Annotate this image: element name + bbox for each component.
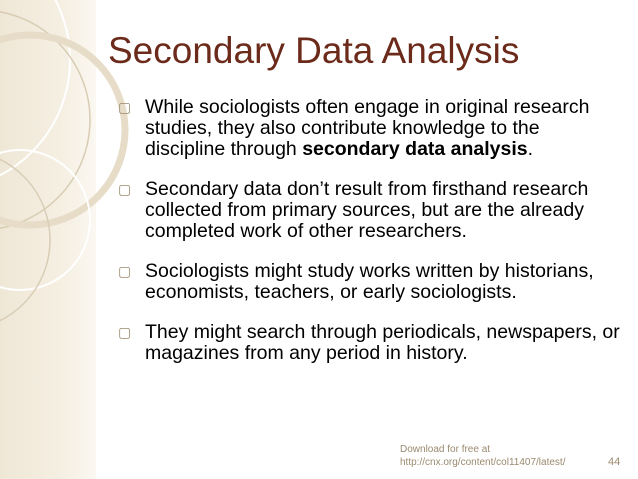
bullet-text: Sociologists might study works written by historians, economists, teachers, or early sociologists. — [145, 260, 594, 303]
page-number: 44 — [608, 456, 621, 468]
bullet-text: Secondary data don’t result from firsthand research collected from primary sources, but are the already completed work of other researchers. — [145, 178, 589, 242]
footer-source-note — [400, 443, 565, 469]
bold-term: secondary data analysis — [302, 138, 528, 160]
square-bullet-icon: ▢ — [118, 181, 132, 197]
square-bullet-icon: ▢ — [118, 324, 132, 340]
bullet-item — [118, 261, 623, 303]
bullet-item — [118, 322, 623, 364]
square-bullet-icon: ▢ — [118, 263, 132, 279]
bullet-item — [118, 97, 623, 160]
bullet-list — [118, 97, 623, 383]
footer-line-1: Download for free at — [400, 444, 491, 455]
bullet-text: They might search through periodicals, newspapers, or magazines from any period in history. — [145, 321, 620, 364]
footer-line-2[interactable]: http://cnx.org/content/col11407/latest/ — [400, 457, 566, 468]
bullet-text: While sociologists often engage in original research studies, they also contribute knowledge to the discipline through secondary data analysis. — [145, 96, 590, 160]
square-bullet-icon: ▢ — [118, 99, 132, 115]
bullet-item — [118, 179, 623, 242]
slide-title: Secondary Data Analysis — [108, 30, 520, 71]
